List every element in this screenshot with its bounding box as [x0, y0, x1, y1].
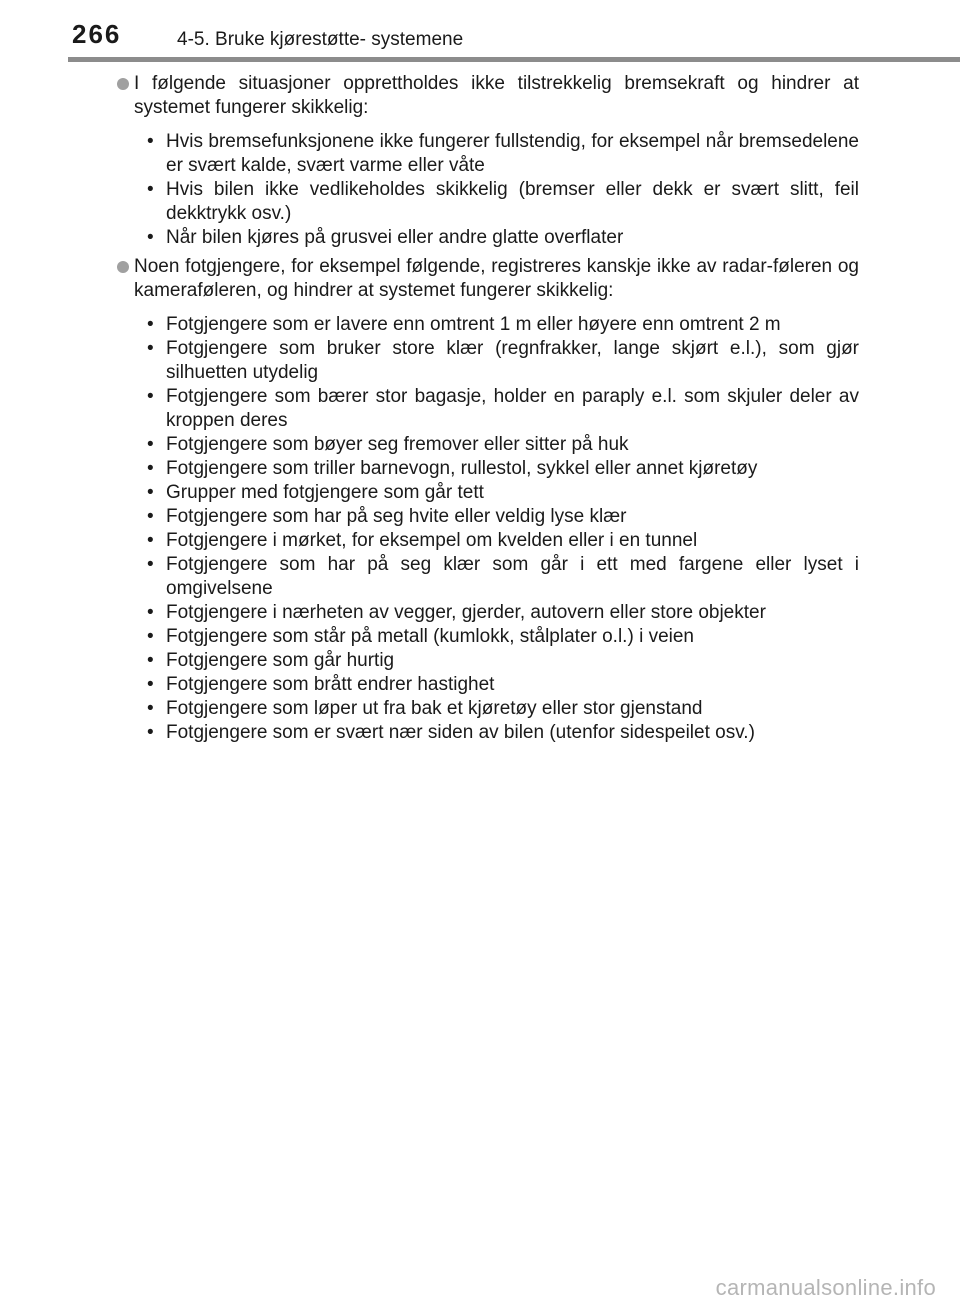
list-item-text: Hvis bremsefunksjonene ikke fungerer fullstendig, for eksempel når bremsedelene er svært kalde, svært varme eller våte: [166, 131, 859, 176]
list-item: [147, 529, 859, 553]
bullet-icon: •: [147, 626, 154, 647]
bullet-icon: •: [147, 554, 154, 575]
bullet-icon: •: [147, 482, 154, 503]
list-item: [147, 553, 859, 601]
list-item: [147, 505, 859, 529]
list-item: [147, 697, 859, 721]
bullet-icon: •: [147, 386, 154, 407]
bullet-icon: •: [147, 650, 154, 671]
list-item-text: Fotgjengere som står på metall (kumlokk, stålplater o.l.) i veien: [166, 626, 694, 647]
list-item: [147, 385, 859, 433]
list-item-text: Fotgjengere i nærheten av vegger, gjerder, autovern eller store objekter: [166, 602, 766, 623]
paragraph-text: Noen fotgjengere, for eksempel følgende, registreres kanskje ikke av radar-føleren og kameraføleren, og hindrer at systemet fungerer skikkelig:: [134, 256, 859, 301]
page-content: [117, 72, 859, 750]
circle-bullet-icon: [117, 78, 129, 90]
bullet-icon: •: [147, 434, 154, 455]
list-item-text: Grupper med fotgjengere som går tett: [166, 482, 484, 503]
watermark: carmanualsonline.info: [715, 1275, 936, 1300]
list-item-text: Fotgjengere som er lavere enn omtrent 1 m eller høyere enn omtrent 2 m: [166, 314, 781, 335]
circle-bullet-icon: [117, 261, 129, 273]
page-number: 266: [72, 19, 122, 49]
bullet-icon: •: [147, 722, 154, 743]
list-item-text: Fotgjengere som løper ut fra bak et kjøretøy eller stor gjenstand: [166, 698, 703, 719]
list-item-text: Fotgjengere som bøyer seg fremover eller sitter på huk: [166, 434, 629, 455]
list-item: [147, 673, 859, 697]
list-item-text: Fotgjengere som triller barnevogn, rullestol, sykkel eller annet kjøretøy: [166, 458, 758, 479]
bullet-icon: •: [147, 530, 154, 551]
list-item-text: Fotgjengere som bruker store klær (regnfrakker, lange skjørt e.l.), som gjør silhuetten utydelig: [166, 338, 859, 383]
page-header: [0, 0, 960, 62]
list-item-text: Fotgjengere som har på seg klær som går i ett med fargene eller lyset i omgivelsene: [166, 554, 859, 599]
list-item-text: Fotgjengere som er svært nær siden av bilen (utenfor sidespeilet osv.): [166, 722, 755, 743]
bullet-icon: •: [147, 179, 154, 200]
list-item: [147, 433, 859, 457]
list-item: [147, 601, 859, 625]
list-item-text: Fotgjengere som bærer stor bagasje, holder en paraply e.l. som skjuler deler av kroppen deres: [166, 386, 859, 431]
sub-list-pedestrian-cases: [117, 313, 859, 745]
bullet-paragraph-pedestrians: [117, 255, 859, 303]
bullet-icon: •: [147, 698, 154, 719]
list-item: [147, 130, 859, 178]
list-item: [147, 481, 859, 505]
sub-list-brake-conditions: [117, 130, 859, 250]
header-rule: [68, 57, 960, 62]
list-item-text: Hvis bilen ikke vedlikeholdes skikkelig (bremser eller dekk er svært slitt, feil dekktrykk osv.): [166, 179, 859, 224]
list-item: [147, 649, 859, 673]
list-item: [147, 178, 859, 226]
bullet-icon: •: [147, 506, 154, 527]
list-item-text: Når bilen kjøres på grusvei eller andre glatte overflater: [166, 227, 624, 248]
list-item: [147, 337, 859, 385]
list-item-text: Fotgjengere som går hurtig: [166, 650, 395, 671]
bullet-icon: •: [147, 458, 154, 479]
bullet-paragraph-brake-force: [117, 72, 859, 120]
list-item-text: Fotgjengere som har på seg hvite eller veldig lyse klær: [166, 506, 627, 527]
bullet-icon: •: [147, 338, 154, 359]
bullet-icon: •: [147, 674, 154, 695]
paragraph-text: I følgende situasjoner opprettholdes ikke tilstrekkelig bremsekraft og hindrer at systemet fungerer skikkelig:: [134, 73, 859, 118]
list-item-text: Fotgjengere som brått endrer hastighet: [166, 674, 495, 695]
bullet-icon: •: [147, 602, 154, 623]
bullet-icon: •: [147, 131, 154, 152]
list-item: [147, 625, 859, 649]
list-item: [147, 313, 859, 337]
section-title: 4-5. Bruke kjørestøtte- systemene: [177, 29, 464, 50]
bullet-icon: •: [147, 227, 154, 248]
list-item: [147, 721, 859, 745]
bullet-icon: •: [147, 314, 154, 335]
list-item: [147, 226, 859, 250]
list-item: [147, 457, 859, 481]
list-item-text: Fotgjengere i mørket, for eksempel om kvelden eller i en tunnel: [166, 530, 698, 551]
